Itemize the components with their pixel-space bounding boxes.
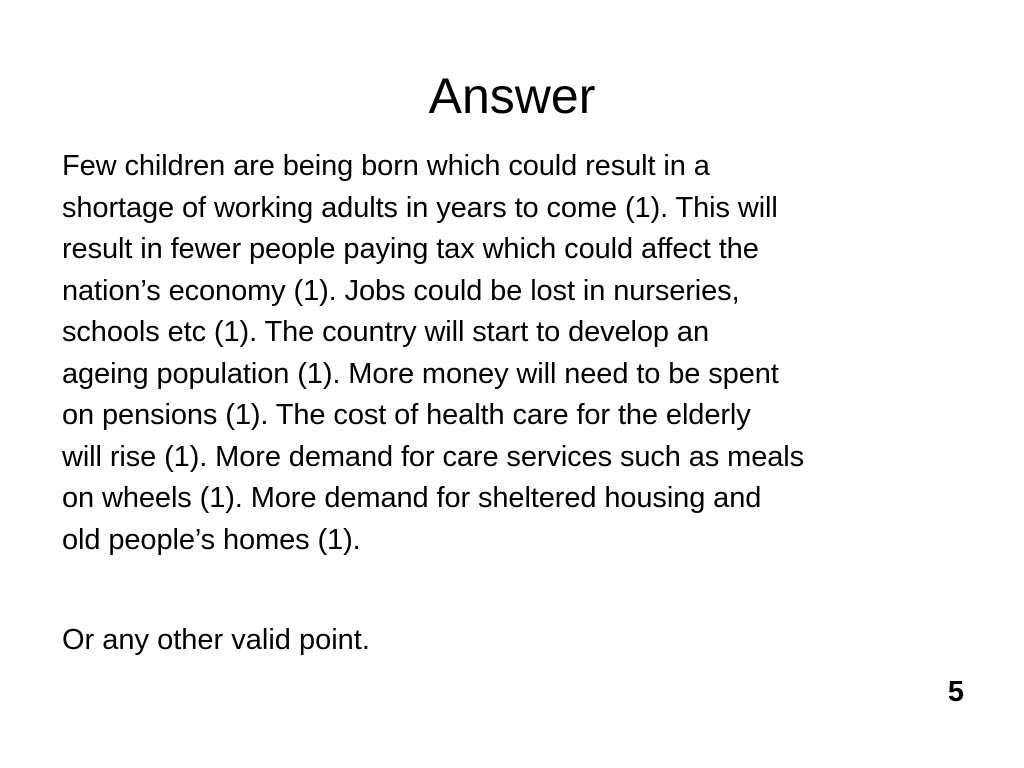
closing-note: Or any other valid point. [62,624,370,656]
answer-paragraph [62,146,967,561]
page-number: 5 [947,676,964,708]
answer-line: old people’s homes (1). [62,523,361,556]
answer-line: ageing population (1). More money will need to be spent [62,357,779,390]
answer-line: on pensions (1). The cost of health care for the elderly [62,399,751,431]
answer-line: will rise (1). More demand for care services such as meals [62,440,804,473]
slide-title: Answer [428,68,596,124]
answer-line: on wheels (1). More demand for sheltered housing and [62,482,762,514]
answer-line: schools etc (1). The country will start to develop an [62,316,709,348]
answer-line: shortage of working adults in years to come (1). This will [62,191,778,224]
answer-line: Few children are being born which could result in a [62,150,710,182]
answer-line: nation’s economy (1). Jobs could be lost in nurseries, [62,274,740,307]
answer-line: result in fewer people paying tax which could affect the [62,233,759,265]
